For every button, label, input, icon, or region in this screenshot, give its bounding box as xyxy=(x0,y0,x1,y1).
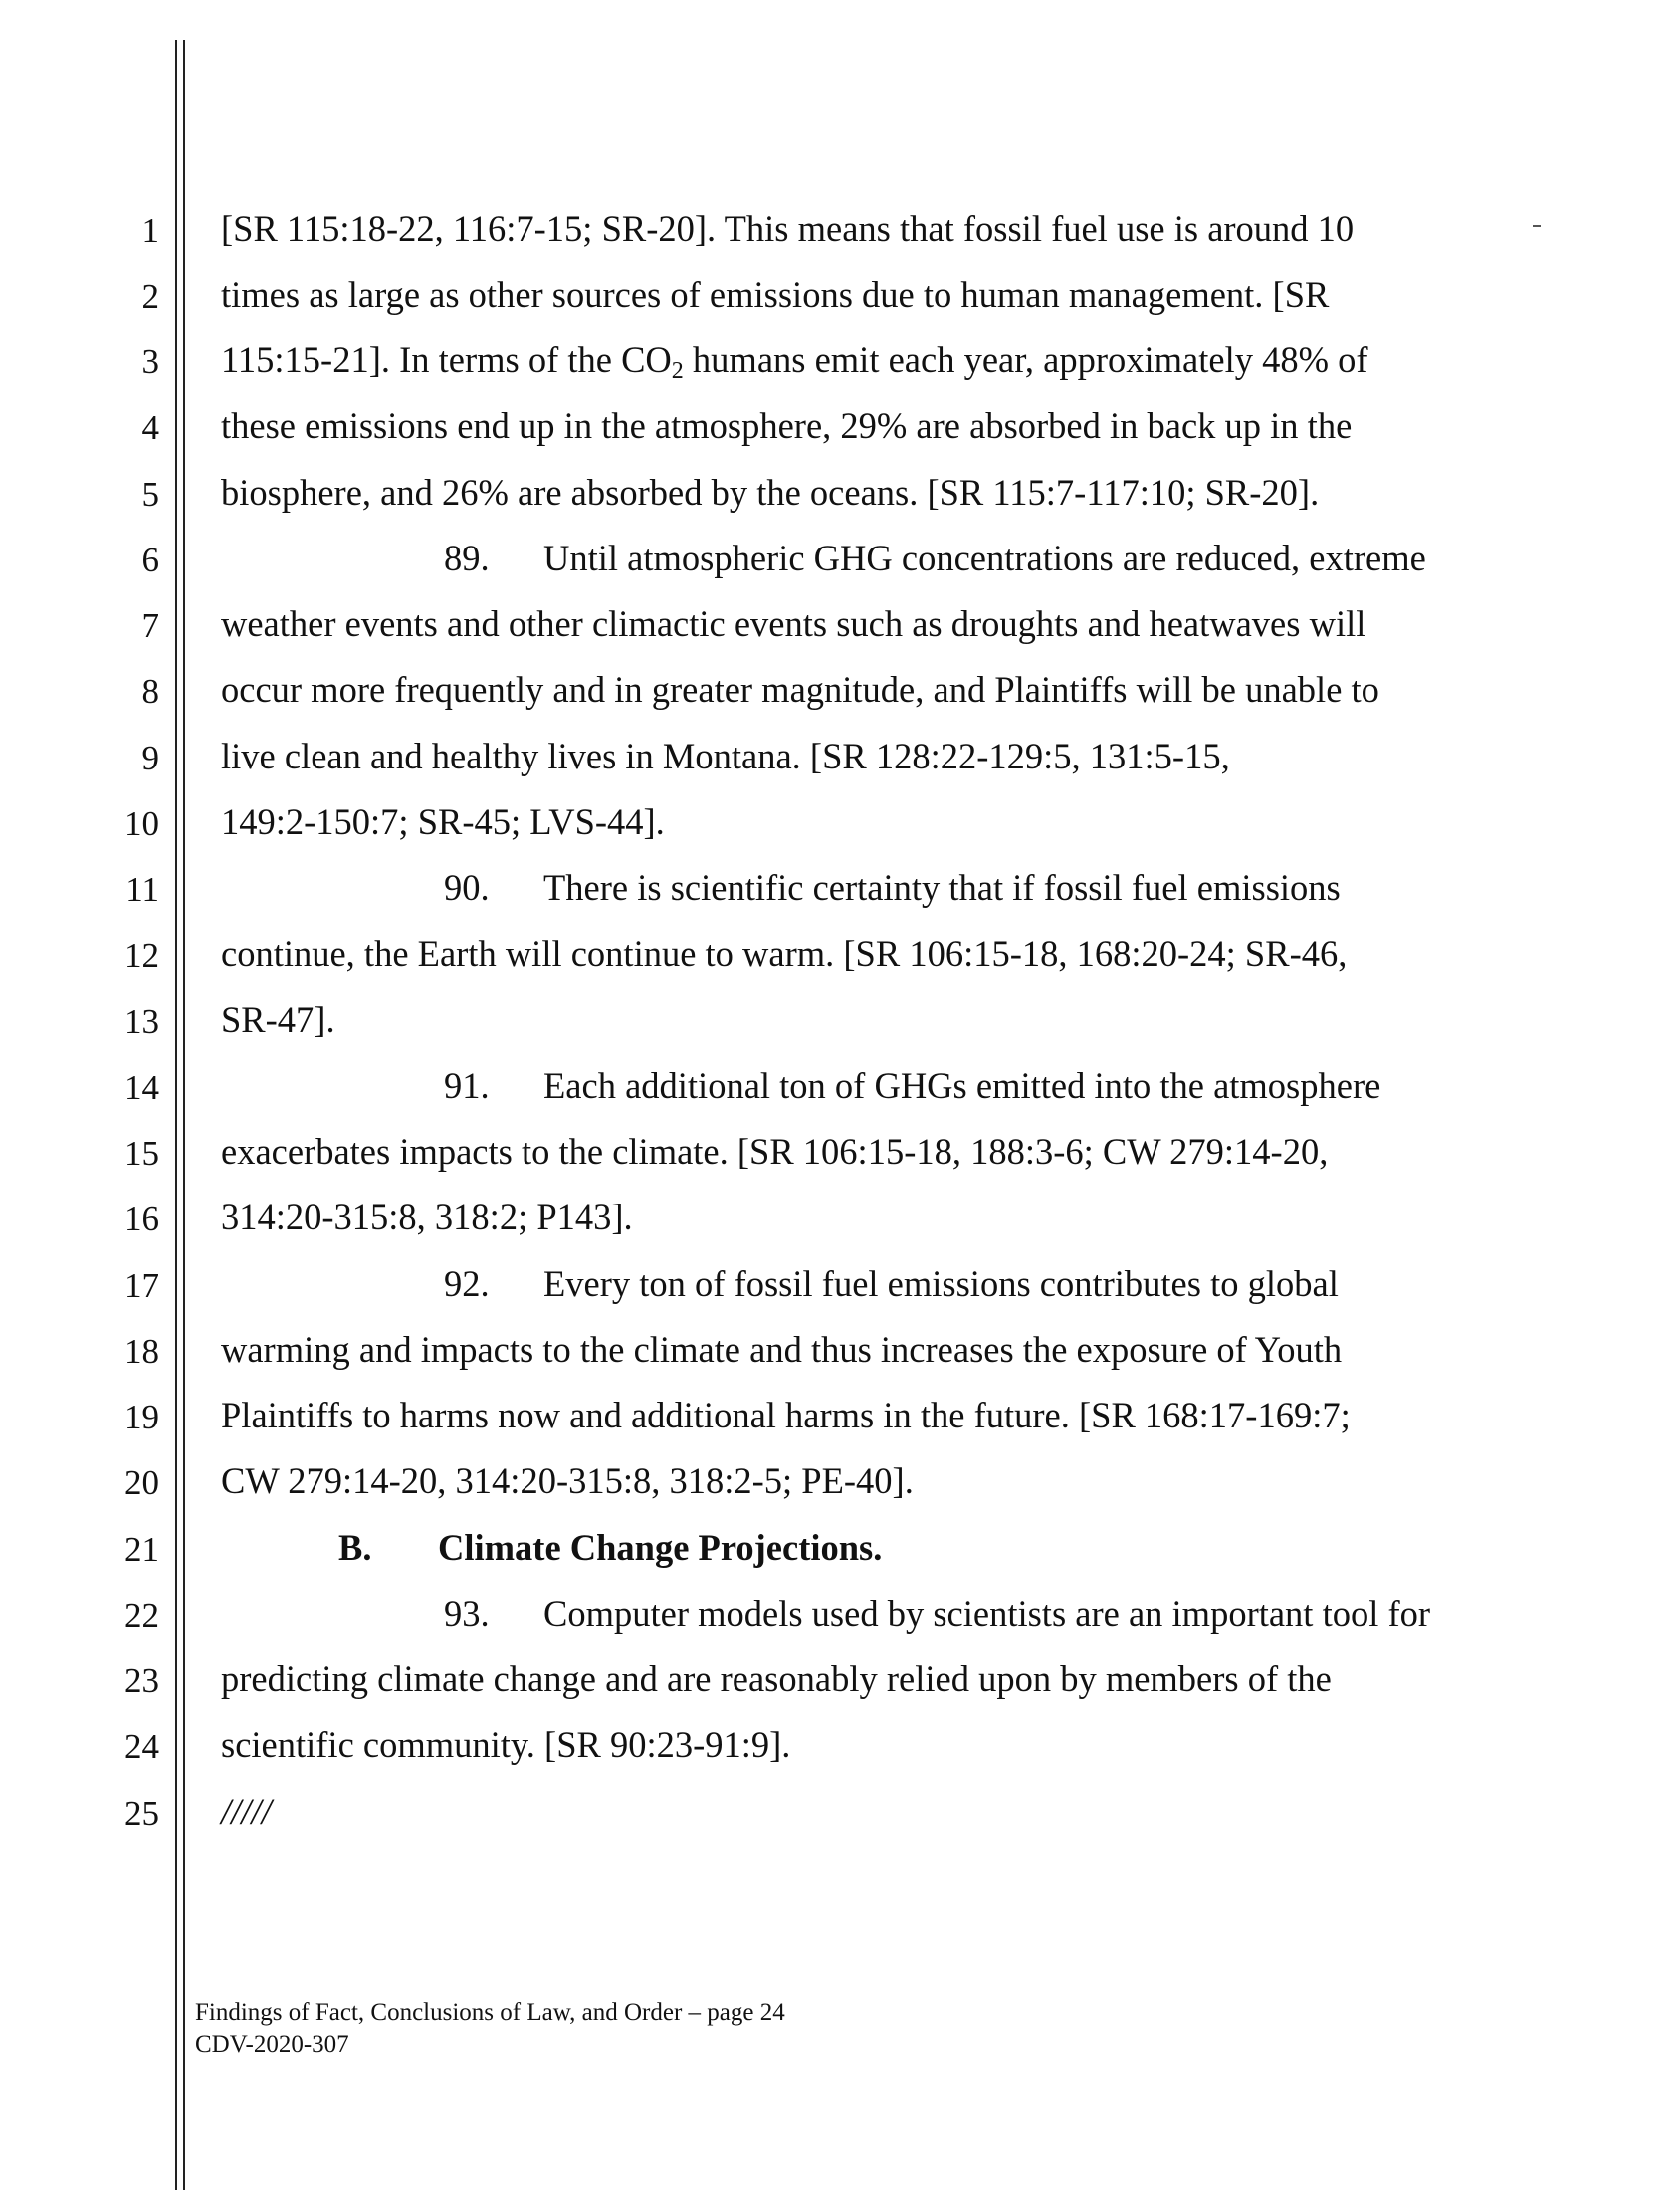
line-number: 5 xyxy=(141,475,159,514)
text-line: [SR 115:18-22, 116:7-15; SR-20]. This means that fossil fuel use is around 10 xyxy=(221,208,1355,249)
paragraph-91-first-line xyxy=(444,1066,1380,1106)
text-line: weather events and other climactic events such as droughts and heatwaves will xyxy=(221,603,1366,644)
paragraph-92-first-line xyxy=(444,1264,1339,1304)
line-number: 2 xyxy=(141,277,159,316)
text-span: Until atmospheric GHG concentrations are reduced, extreme xyxy=(543,538,1426,578)
line-number: 6 xyxy=(141,541,159,579)
text-span: Every ton of fossil fuel emissions contributes to global xyxy=(543,1263,1339,1304)
paragraph-number: 93. xyxy=(444,1593,490,1634)
text-span: There is scientific certainty that if fossil fuel emissions xyxy=(543,867,1341,908)
text-span: Each additional ton of GHGs emitted into the atmosphere xyxy=(543,1065,1381,1106)
text-line: warming and impacts to the climate and thus increases the exposure of Youth xyxy=(221,1329,1343,1370)
line-number: 17 xyxy=(124,1266,159,1305)
footer-title: Findings of Fact, Conclusions of Law, and Order – page 24 xyxy=(195,1999,785,2026)
text-span: Computer models used by scientists are an important tool for xyxy=(543,1593,1431,1634)
paragraph-number: 92. xyxy=(444,1263,490,1304)
text-line: scientific community. [SR 90:23-91:9]. xyxy=(221,1724,791,1765)
paragraph-number: 89. xyxy=(444,538,490,578)
text-line: SR-47]. xyxy=(221,999,335,1040)
line-number: 14 xyxy=(124,1068,159,1107)
line-number: 22 xyxy=(124,1596,159,1635)
section-heading xyxy=(338,1528,882,1568)
text-line xyxy=(221,340,1368,391)
line-number: 8 xyxy=(141,672,159,711)
line-number: 21 xyxy=(124,1530,159,1569)
section-letter: B. xyxy=(338,1527,372,1568)
left-margin-rule xyxy=(175,40,177,2190)
section-title: Climate Change Projections. xyxy=(438,1527,883,1568)
continuation-slashes: ///// xyxy=(221,1791,272,1832)
line-number: 18 xyxy=(124,1332,159,1371)
line-number: 1 xyxy=(141,211,159,250)
line-number: 24 xyxy=(124,1727,159,1766)
paragraph-93-first-line xyxy=(444,1594,1430,1634)
text-line: Plaintiffs to harms now and additional harms in the future. [SR 168:17-169:7; xyxy=(221,1395,1351,1435)
left-margin-rule-inner xyxy=(183,40,185,2190)
footer-case-number: CDV-2020-307 xyxy=(195,2031,349,2058)
stray-mark xyxy=(1533,225,1541,227)
line-number: 9 xyxy=(141,739,159,777)
text-span: 115:15-21]. In terms of the CO xyxy=(221,339,672,380)
paragraph-90-first-line xyxy=(444,868,1341,908)
line-number: 10 xyxy=(124,804,159,843)
line-number: 11 xyxy=(125,870,159,909)
page-footer xyxy=(195,1997,785,2061)
line-number: 16 xyxy=(124,1200,159,1238)
text-line: these emissions end up in the atmosphere, 29% are absorbed in back up in the xyxy=(221,405,1353,446)
line-number: 4 xyxy=(141,408,159,447)
paragraph-89-first-line xyxy=(444,539,1426,578)
text-line: biosphere, and 26% are absorbed by the oceans. [SR 115:7-117:10; SR-20]. xyxy=(221,472,1320,513)
line-number: 12 xyxy=(124,936,159,975)
text-line: 149:2-150:7; SR-45; LVS-44]. xyxy=(221,801,665,842)
text-line: 314:20-315:8, 318:2; P143]. xyxy=(221,1197,633,1237)
paragraph-number: 90. xyxy=(444,867,490,908)
line-number: 15 xyxy=(124,1134,159,1173)
text-line: live clean and healthy lives in Montana. [SR 128:22-129:5, 131:5-15, xyxy=(221,736,1230,776)
text-line: occur more frequently and in greater magnitude, and Plaintiffs will be unable to xyxy=(221,669,1379,710)
paragraph-number: 91. xyxy=(444,1065,490,1106)
line-number: 7 xyxy=(141,606,159,645)
text-span: humans emit each year, approximately 48% of xyxy=(683,339,1368,380)
line-number: 13 xyxy=(124,1002,159,1041)
text-line: times as large as other sources of emissions due to human management. [SR xyxy=(221,274,1330,315)
subscript: 2 xyxy=(671,358,684,384)
text-line: exacerbates impacts to the climate. [SR 106:15-18, 188:3-6; CW 279:14-20, xyxy=(221,1131,1329,1172)
line-number: 25 xyxy=(124,1794,159,1833)
text-line: predicting climate change and are reasonably relied upon by members of the xyxy=(221,1658,1332,1699)
line-number: 20 xyxy=(124,1463,159,1502)
line-number: 23 xyxy=(124,1661,159,1700)
text-line: CW 279:14-20, 314:20-315:8, 318:2-5; PE-40]. xyxy=(221,1460,914,1501)
text-line: continue, the Earth will continue to warm. [SR 106:15-18, 168:20-24; SR-46, xyxy=(221,933,1348,974)
line-number: 3 xyxy=(141,342,159,381)
line-number: 19 xyxy=(124,1398,159,1436)
